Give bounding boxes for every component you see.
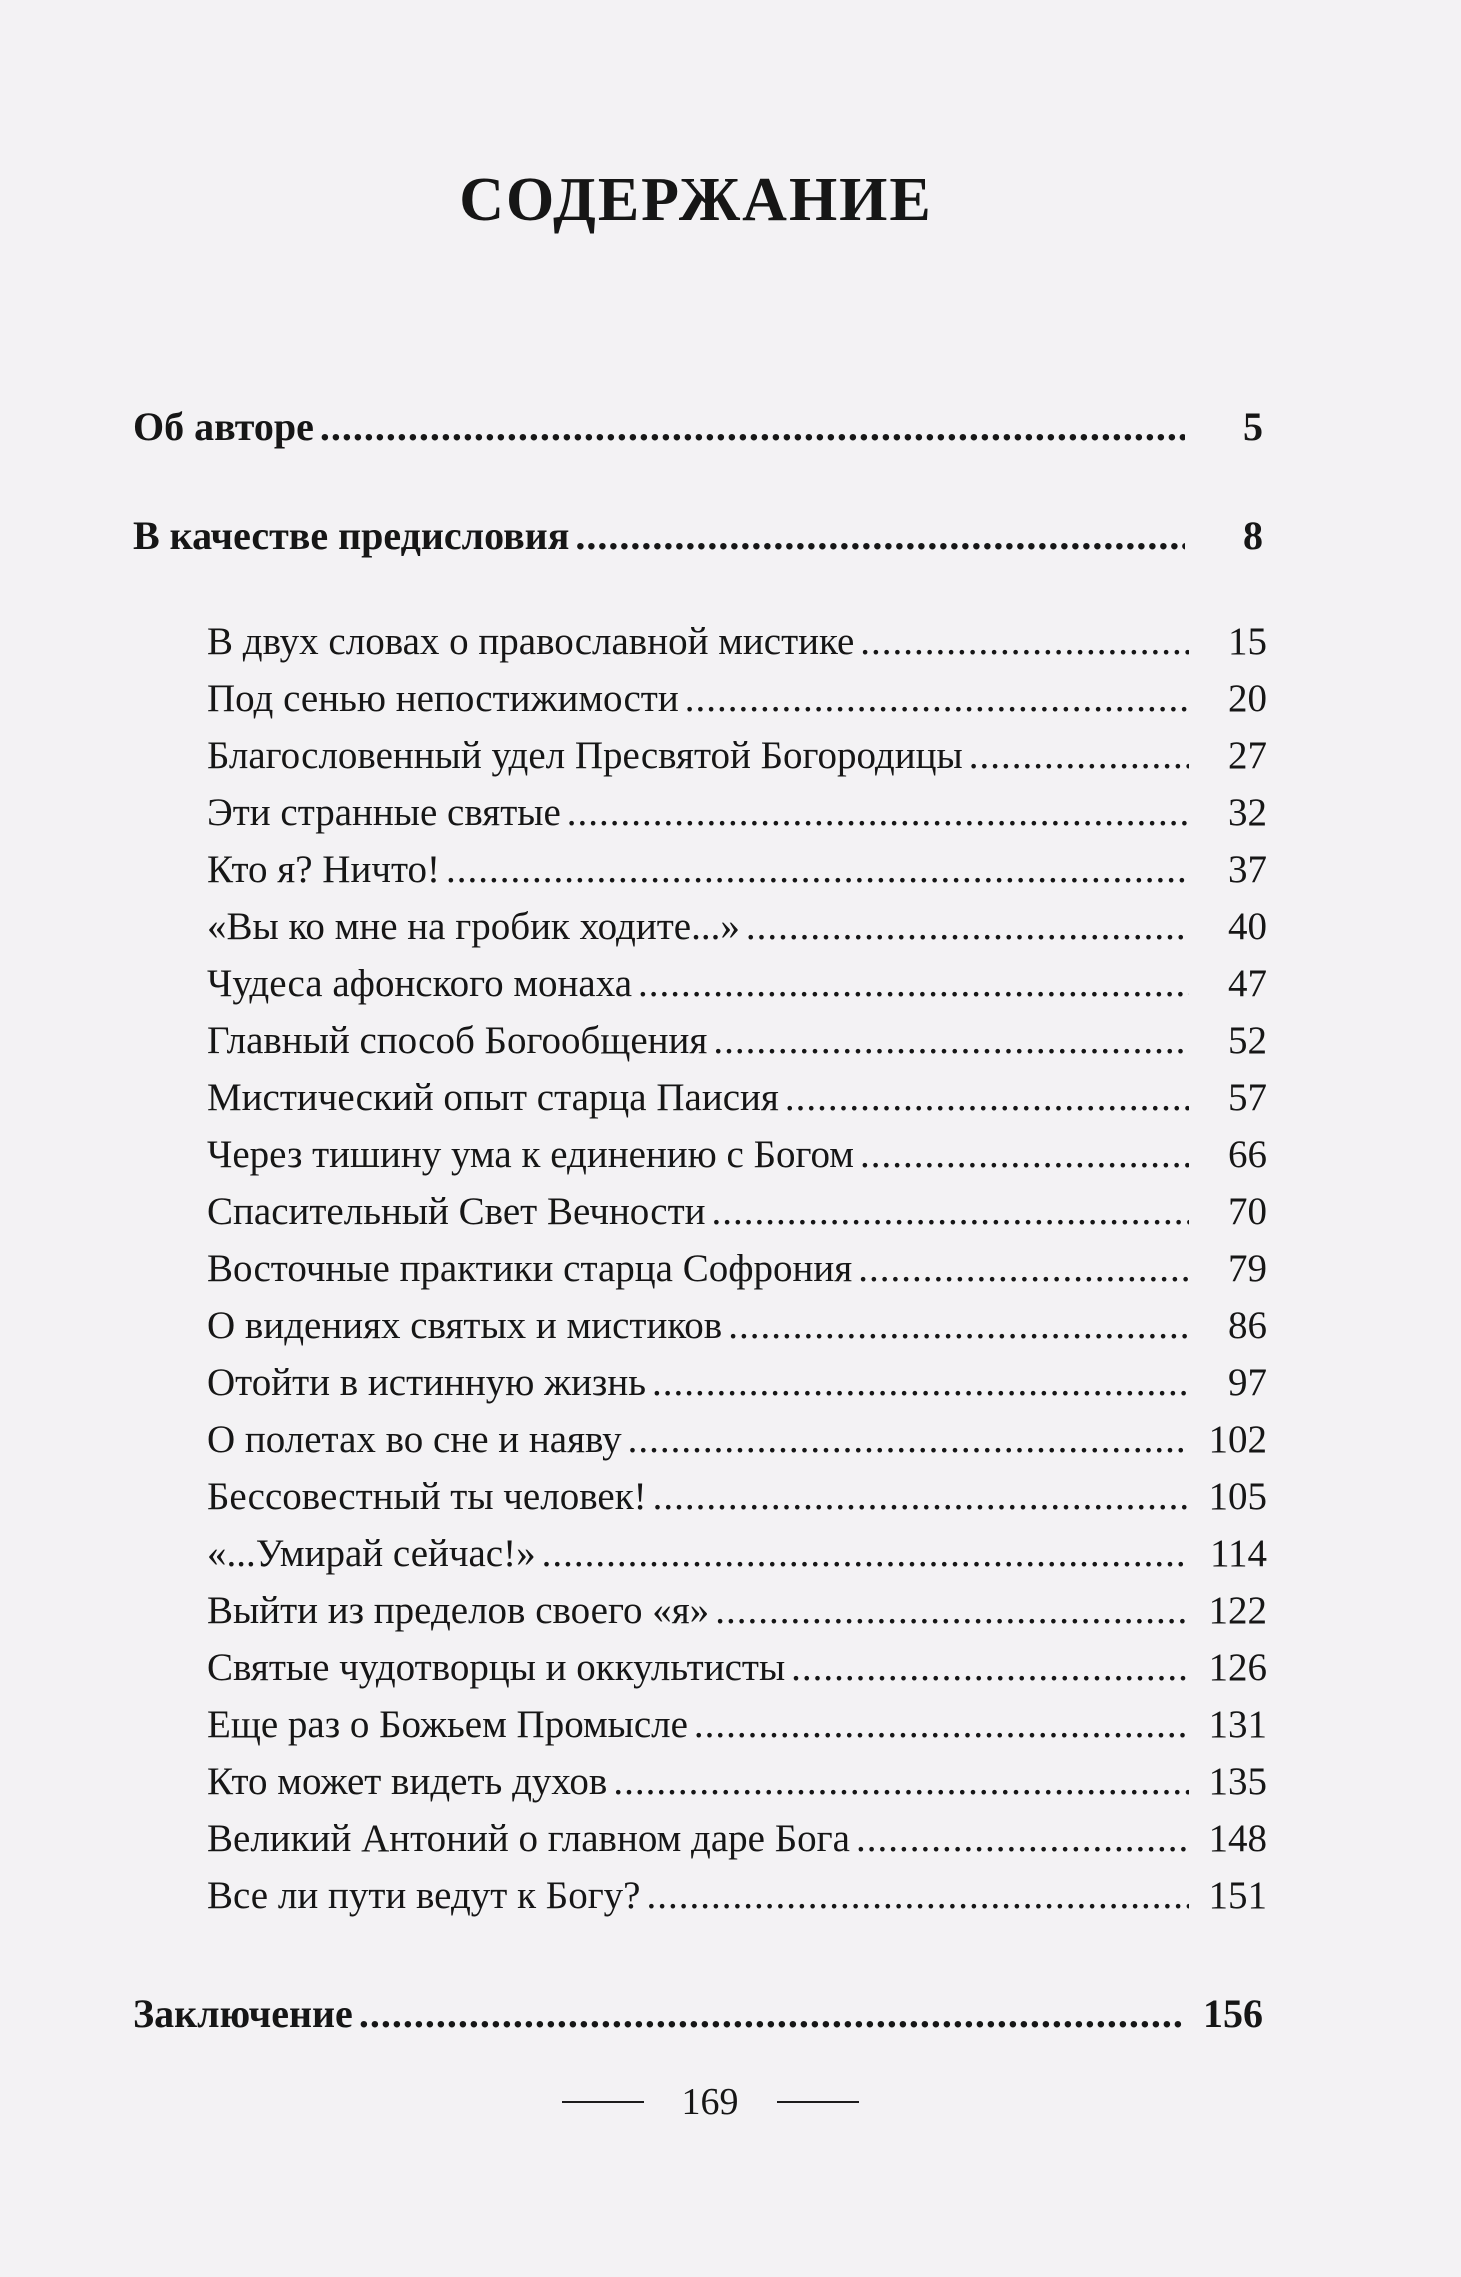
toc-leader-dots bbox=[858, 1246, 1189, 1291]
page-number: 169 bbox=[681, 2081, 739, 2123]
toc-entry-title: Эти странные святые bbox=[207, 791, 561, 834]
toc-entry bbox=[207, 619, 1267, 664]
toc-entry bbox=[207, 1645, 1267, 1690]
footer-rule-left bbox=[562, 2101, 644, 2103]
toc-entry-page: 79 bbox=[1228, 1247, 1267, 1290]
toc-entry-page: 131 bbox=[1208, 1703, 1267, 1746]
toc-entry bbox=[133, 403, 1263, 450]
toc-leader-dots bbox=[446, 847, 1189, 892]
toc-entry-title: Об авторе bbox=[133, 404, 314, 449]
toc-entry bbox=[207, 1474, 1267, 1519]
toc-leader-dots bbox=[728, 1303, 1189, 1348]
toc-entry-title: Бессовестный ты человек! bbox=[207, 1475, 647, 1518]
toc-entry bbox=[207, 1702, 1267, 1747]
toc-leader-dots bbox=[628, 1417, 1189, 1462]
toc-leader-dots bbox=[860, 1132, 1189, 1177]
toc-entry-page: 156 bbox=[1203, 1991, 1263, 2036]
toc-entry-title: Еще раз о Божьем Промысле bbox=[207, 1703, 688, 1746]
toc-leader-dots bbox=[653, 1474, 1189, 1519]
toc-entry-page: 40 bbox=[1228, 905, 1267, 948]
toc-entry-title: Мистический опыт старца Паисия bbox=[207, 1076, 779, 1119]
toc-leader-dots bbox=[856, 1816, 1189, 1861]
toc-entry bbox=[207, 1588, 1267, 1633]
toc-leader-dots bbox=[320, 403, 1185, 450]
toc-entry bbox=[207, 676, 1267, 721]
toc-entry bbox=[133, 1990, 1263, 2037]
toc-entry-page: 102 bbox=[1208, 1418, 1267, 1461]
toc-entry-title: Под сенью непостижимости bbox=[207, 677, 679, 720]
toc-entry-title: «Вы ко мне на гробик ходите...» bbox=[207, 905, 740, 948]
toc-entry-page: 126 bbox=[1208, 1646, 1267, 1689]
toc-leader-dots bbox=[969, 733, 1189, 778]
toc-entry-title: Кто я? Ничто! bbox=[207, 848, 440, 891]
toc-entry bbox=[133, 512, 1263, 559]
toc-entry bbox=[207, 1816, 1267, 1861]
toc-entry bbox=[207, 1360, 1267, 1405]
toc-entry-title: Через тишину ума к единению с Богом bbox=[207, 1133, 854, 1176]
toc-entry-title: Святые чудотворцы и оккультисты bbox=[207, 1646, 786, 1689]
toc-entry bbox=[207, 1873, 1267, 1918]
toc-entry-title: Восточные практики старца Софрония bbox=[207, 1247, 853, 1290]
toc-leader-dots bbox=[791, 1645, 1189, 1690]
toc-leader-dots bbox=[712, 1189, 1189, 1234]
toc-entry bbox=[207, 1303, 1267, 1348]
page-title: СОДЕРЖАНИЕ bbox=[459, 166, 933, 234]
toc-entry bbox=[207, 961, 1267, 1006]
toc-entry bbox=[207, 1531, 1267, 1576]
toc-leader-dots bbox=[542, 1531, 1189, 1576]
toc-leader-dots bbox=[694, 1702, 1189, 1747]
toc-entry bbox=[207, 847, 1267, 892]
toc-entry-page: 97 bbox=[1228, 1361, 1267, 1404]
toc-entry-title: Кто может видеть духов bbox=[207, 1760, 608, 1803]
toc-leader-dots bbox=[746, 904, 1189, 949]
toc-entry-title: Чудеса афонского монаха bbox=[207, 962, 633, 1005]
toc-entry-title: Спасительный Свет Вечности bbox=[207, 1190, 706, 1233]
toc-leader-dots bbox=[647, 1873, 1190, 1918]
toc-entry-page: 52 bbox=[1228, 1019, 1267, 1062]
toc-entry bbox=[207, 1018, 1267, 1063]
page-footer bbox=[0, 2080, 1420, 2124]
toc-entry-title: Главный способ Богообщения bbox=[207, 1019, 708, 1062]
toc-entry-page: 57 bbox=[1228, 1076, 1267, 1119]
toc-leader-dots bbox=[785, 1075, 1189, 1120]
toc-entry-title: О полетах во сне и наяву bbox=[207, 1418, 622, 1461]
footer-rule-right bbox=[777, 2101, 859, 2103]
toc-entry-title: Отойти в истинную жизнь bbox=[207, 1361, 646, 1404]
toc-entry-page: 32 bbox=[1228, 791, 1267, 834]
toc-leader-dots bbox=[685, 676, 1189, 721]
toc-entry bbox=[207, 733, 1267, 778]
toc-entry-title: Благословенный удел Пресвятой Богородицы bbox=[207, 734, 963, 777]
toc-entry-page: 151 bbox=[1208, 1874, 1267, 1917]
toc-leader-dots bbox=[359, 1990, 1185, 2037]
toc-entry-title: В качестве предисловия bbox=[133, 513, 570, 558]
toc-entry-page: 37 bbox=[1228, 848, 1267, 891]
toc-leader-dots bbox=[715, 1588, 1189, 1633]
toc-entry-page: 122 bbox=[1208, 1589, 1267, 1632]
toc-entry-title: В двух словах о православной мистике bbox=[207, 620, 855, 663]
toc-entry-page: 15 bbox=[1228, 620, 1267, 663]
toc-entry bbox=[207, 790, 1267, 835]
toc-leader-dots bbox=[567, 790, 1189, 835]
toc-entry bbox=[207, 1075, 1267, 1120]
toc-entry-title: Великий Антоний о главном даре Бога bbox=[207, 1817, 850, 1860]
toc-leader-dots bbox=[860, 619, 1189, 664]
toc-leader-dots bbox=[652, 1360, 1189, 1405]
toc-entry-page: 70 bbox=[1228, 1190, 1267, 1233]
toc-entry bbox=[207, 904, 1267, 949]
toc-leader-dots bbox=[613, 1759, 1189, 1804]
toc-entry-page: 27 bbox=[1228, 734, 1267, 777]
toc-entry-page: 148 bbox=[1208, 1817, 1267, 1860]
toc-entry bbox=[207, 1132, 1267, 1177]
toc-entry-page: 86 bbox=[1228, 1304, 1267, 1347]
toc-leader-dots bbox=[575, 512, 1185, 559]
toc-entry bbox=[207, 1417, 1267, 1462]
toc-entry-title: Заключение bbox=[133, 1991, 353, 2036]
toc-leader-dots bbox=[638, 961, 1189, 1006]
toc-entry bbox=[207, 1759, 1267, 1804]
toc-entry-page: 135 bbox=[1208, 1760, 1267, 1803]
toc-entry-page: 8 bbox=[1243, 513, 1263, 558]
toc-entry bbox=[207, 1189, 1267, 1234]
toc-entry-page: 114 bbox=[1209, 1532, 1267, 1575]
toc-entry-title: О видениях святых и мистиков bbox=[207, 1304, 723, 1347]
toc-entry-page: 47 bbox=[1228, 962, 1267, 1005]
toc-entry-page: 20 bbox=[1228, 677, 1267, 720]
toc-entry-page: 66 bbox=[1228, 1133, 1267, 1176]
toc-entry-page: 105 bbox=[1208, 1475, 1267, 1518]
toc-entry-title: Выйти из пределов своего «я» bbox=[207, 1589, 710, 1632]
toc-entry-page: 5 bbox=[1243, 404, 1263, 449]
toc-entry-title: «...Умирай сейчас!» bbox=[207, 1532, 536, 1575]
toc-entry-title: Все ли пути ведут к Богу? bbox=[207, 1874, 641, 1917]
toc-entry bbox=[207, 1246, 1267, 1291]
toc-leader-dots bbox=[713, 1018, 1189, 1063]
